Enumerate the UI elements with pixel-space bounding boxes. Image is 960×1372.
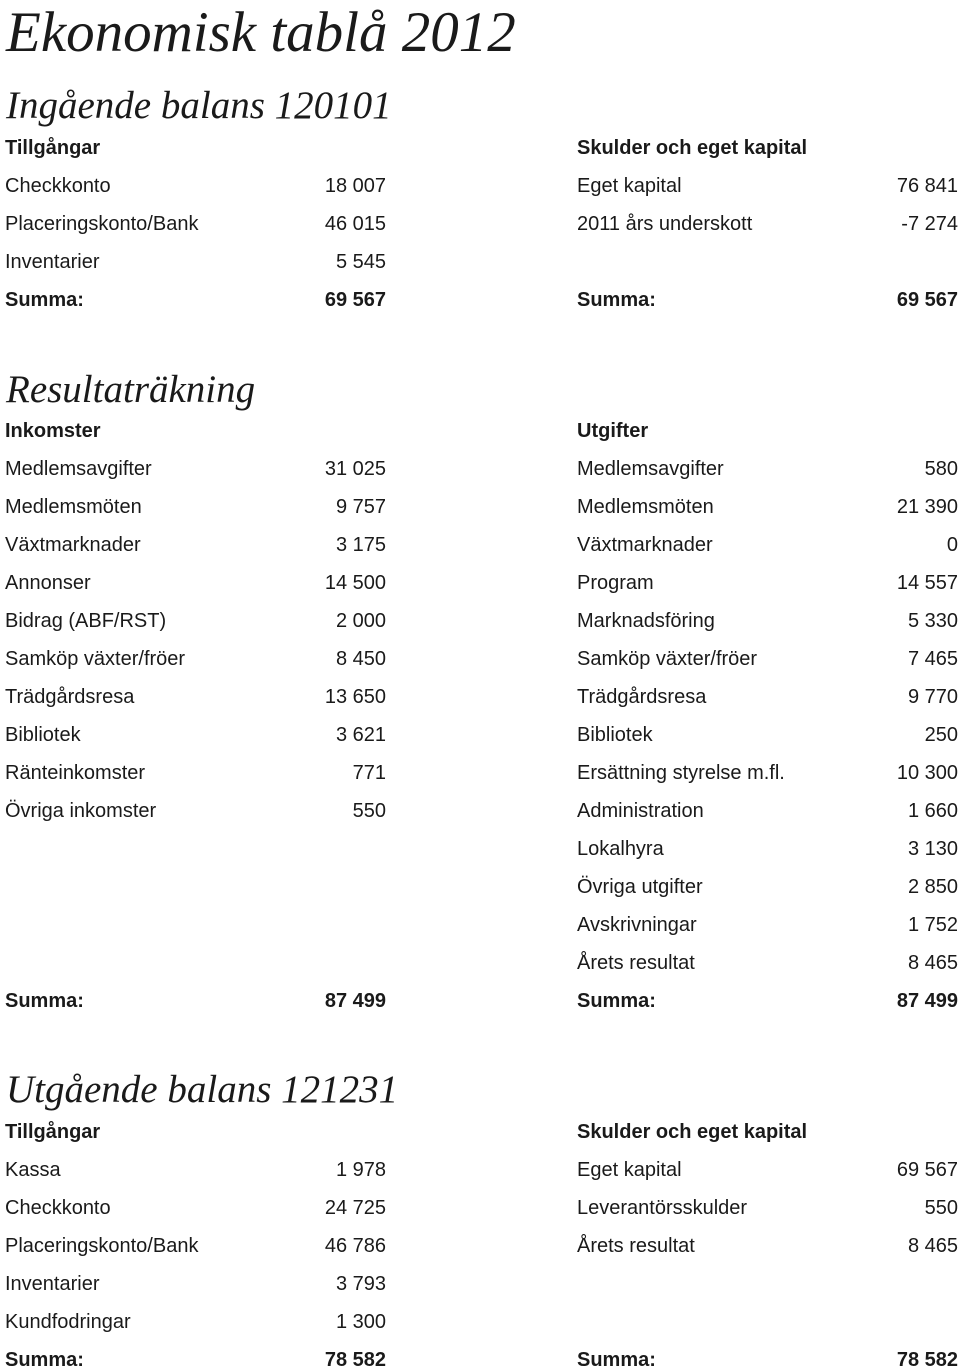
ledger-row: Inventarier 3 793 xyxy=(5,1273,386,1295)
section-title-ingaende: Ingående balans 120101 xyxy=(6,84,392,127)
sum-row: Summa: 69 567 xyxy=(5,289,386,311)
ledger-row: Medlemsavgifter 580 xyxy=(577,458,958,480)
ledger-row: Program 14 557 xyxy=(577,572,958,594)
ledger-row: Lokalhyra 3 130 xyxy=(577,838,958,860)
sum-row: Summa: 78 582 xyxy=(5,1349,386,1371)
ledger-row: Kassa 1 978 xyxy=(5,1159,386,1181)
sum-row: Summa: 87 499 xyxy=(5,990,386,1012)
ledger-row: Bibliotek 3 621 xyxy=(5,724,386,746)
ledger-row: Bibliotek 250 xyxy=(577,724,958,746)
column-header: Skulder och eget kapital xyxy=(577,137,808,159)
ledger-row: Checkkonto 18 007 xyxy=(5,175,386,197)
ledger-row: Eget kapital 76 841 xyxy=(577,175,958,197)
ledger-row: Medlemsmöten 9 757 xyxy=(5,496,386,518)
section-title-resultat: Resultaträkning xyxy=(6,368,256,411)
column-header: Utgifter xyxy=(577,420,649,442)
sum-row: Summa: 78 582 xyxy=(577,1349,958,1371)
ledger-row: Annonser 14 500 xyxy=(5,572,386,594)
ledger-row: Växtmarknader 3 175 xyxy=(5,534,386,556)
ledger-row: Trädgårdsresa 9 770 xyxy=(577,686,958,708)
ledger-row: Eget kapital 69 567 xyxy=(577,1159,958,1181)
ledger-row: Leverantörsskulder 550 xyxy=(577,1197,958,1219)
ledger-row: Samköp växter/fröer 8 450 xyxy=(5,648,386,670)
ledger-row: Placeringskonto/Bank 46 786 xyxy=(5,1235,386,1257)
column-header: Inkomster xyxy=(5,420,101,442)
ledger-row: Växtmarknader 0 xyxy=(577,534,958,556)
ledger-row: Årets resultat 8 465 xyxy=(577,1235,958,1257)
ledger-row: Ränteinkomster 771 xyxy=(5,762,386,784)
ledger-row: Trädgårdsresa 13 650 xyxy=(5,686,386,708)
sum-row: Summa: 69 567 xyxy=(577,289,958,311)
sum-row: Summa: 87 499 xyxy=(577,990,958,1012)
column-header: Skulder och eget kapital xyxy=(577,1121,808,1143)
ledger-row: Samköp växter/fröer 7 465 xyxy=(577,648,958,670)
ledger-row: Ersättning styrelse m.fl. 10 300 xyxy=(577,762,958,784)
ledger-row: Avskrivningar 1 752 xyxy=(577,914,958,936)
ledger-row: Checkkonto 24 725 xyxy=(5,1197,386,1219)
ledger-row: Kundfodringar 1 300 xyxy=(5,1311,386,1333)
page-title: Ekonomisk tablå 2012 xyxy=(6,1,516,64)
ledger-row: Medlemsavgifter 31 025 xyxy=(5,458,386,480)
ledger-row: Bidrag (ABF/RST) 2 000 xyxy=(5,610,386,632)
ledger-row: Medlemsmöten 21 390 xyxy=(577,496,958,518)
ledger-row: Övriga utgifter 2 850 xyxy=(577,876,958,898)
ledger-row: Placeringskonto/Bank 46 015 xyxy=(5,213,386,235)
ledger-row: Marknadsföring 5 330 xyxy=(577,610,958,632)
section-title-utgaende: Utgående balans 121231 xyxy=(6,1068,399,1111)
ledger-row: Administration 1 660 xyxy=(577,800,958,822)
ledger-row: Övriga inkomster 550 xyxy=(5,800,386,822)
ledger-row: 2011 års underskott -7 274 xyxy=(577,213,958,235)
column-header: Tillgångar xyxy=(5,137,101,159)
ledger-row: Årets resultat 8 465 xyxy=(577,952,958,974)
ledger-row: Inventarier 5 545 xyxy=(5,251,386,273)
column-header: Tillgångar xyxy=(5,1121,101,1143)
